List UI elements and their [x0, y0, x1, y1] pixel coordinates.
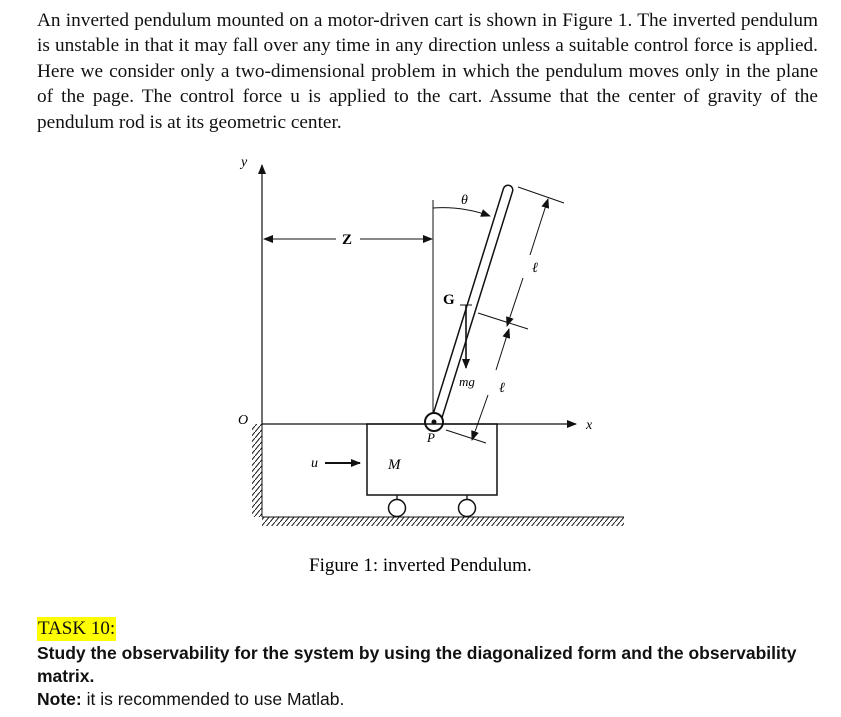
- origin-label: O: [238, 413, 249, 428]
- task-body: Study the observability for the system by using the diagonalized form and the observability matrix.: [37, 643, 797, 686]
- theta-label: θ: [461, 193, 468, 208]
- ell-upper-arrow-down: [507, 278, 523, 326]
- ell-lower-arrow-up: [496, 329, 509, 370]
- ell-upper-arrow-up: [530, 199, 548, 255]
- wall-hatch: [252, 424, 262, 517]
- mg-label: mg: [459, 374, 475, 389]
- ground-hatch: [262, 517, 624, 526]
- z-label: Z: [342, 232, 353, 248]
- force-u-label: u: [311, 456, 318, 471]
- task-note: [37, 688, 344, 711]
- x-axis-label: x: [586, 418, 593, 433]
- y-axis-label: y: [241, 155, 248, 170]
- ell-lower-arrow-down: [472, 395, 488, 440]
- ell-dimension-bottom-tick: [446, 430, 486, 443]
- ell-lower-label: ℓ: [499, 381, 505, 396]
- pivot-label: P: [427, 430, 435, 445]
- theta-arc: [433, 208, 490, 216]
- figure-caption: Figure 1: inverted Pendulum.: [309, 555, 532, 576]
- ell-dimension-top-tick: [518, 187, 564, 203]
- ell-dimension-mid-tick: [478, 313, 528, 329]
- ell-upper-label: ℓ: [532, 261, 538, 276]
- note-text: it is recommended to use Matlab.: [81, 689, 345, 709]
- intro-paragraph: An inverted pendulum mounted on a motor-driven cart is shown in Figure 1. The inverted pendulum is unstable in that it may fall over any time in any direction unless a suitable control force is applied. Here we consider only a two-dimensional problem in which the pendulum moves only in the plane of the page. The control force u is applied to the cart. Assume that the center of gravity of the pendulum rod is at its geometric center.: [37, 10, 818, 133]
- wheel-left: [389, 500, 406, 517]
- g-label: G: [443, 292, 455, 308]
- cart-mass-label: M: [388, 457, 401, 473]
- wheel-right: [459, 500, 476, 517]
- note-label: Note:: [37, 689, 82, 709]
- task-title: TASK 10:: [38, 618, 116, 639]
